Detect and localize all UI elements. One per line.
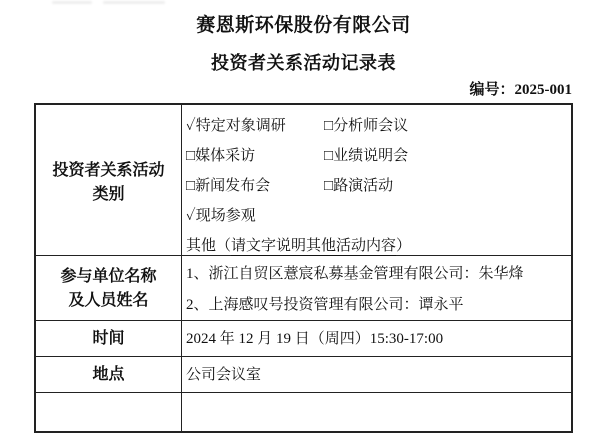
option-label: 特定对象调研 [195, 118, 286, 134]
clipped-text-remnant [52, 1, 92, 4]
time-value: 2024 年 12 月 19 日（周四）15:30-17:00 [186, 330, 444, 347]
activity-type-options [182, 105, 571, 261]
checkbox-icon: □ [186, 148, 196, 164]
option-label: 业绩说明会 [333, 148, 409, 164]
empty-cell [182, 393, 571, 433]
checkbox-option [186, 111, 324, 141]
option-label: 现场参观 [195, 208, 256, 224]
option-label: 路演活动 [333, 178, 394, 194]
form-title: 投资者关系活动记录表 [211, 53, 396, 73]
checkbox-option [186, 201, 324, 231]
other-prefix: 其他（ [186, 238, 232, 254]
option-label: 新闻发布会 [195, 178, 271, 194]
participants-list [182, 256, 571, 321]
table-row-activity-type [36, 105, 571, 256]
doc-number: 编号：2025-001 [469, 82, 572, 98]
other-suffix: ） [396, 238, 412, 254]
company-name-title: 赛恩斯环保股份有限公司 [196, 15, 411, 36]
table-row-participants [36, 256, 571, 321]
time-value-cell [182, 321, 571, 356]
participant-item: 2、上海感叹号投资管理有限公司：谭永平 [186, 297, 464, 313]
participant-item: 1、浙江自贸区薏宸私募基金管理有限公司：朱华烽 [186, 266, 524, 282]
table-row-location [36, 357, 571, 393]
checkbox-icon: □ [324, 118, 334, 134]
checkbox-icon: □ [186, 178, 196, 194]
row-header-line: 及人员姓名 [68, 291, 149, 309]
table-row-time [36, 321, 571, 357]
checkmark-icon: ✓ [186, 208, 196, 224]
other-underlined-hint: 请文字说明其他活动内容 [231, 238, 397, 254]
row-header-participants [36, 256, 182, 321]
checkbox-option [186, 171, 324, 201]
option-label: 分析师会议 [333, 118, 409, 134]
checkmark-icon: ✓ [186, 118, 196, 134]
checkbox-option [324, 141, 408, 171]
option-label: 媒体采访 [195, 148, 256, 164]
row-header-empty [36, 393, 182, 433]
option-line [186, 111, 571, 141]
table-row-clipped [36, 393, 571, 433]
row-header-time: 时间 [36, 321, 182, 356]
row-header-location: 地点 [36, 357, 182, 392]
location-value: 公司会议室 [186, 366, 262, 383]
checkbox-option [324, 111, 408, 141]
option-line [186, 141, 571, 171]
row-header-line: 投资者关系活动 [52, 162, 165, 179]
record-table [34, 103, 573, 433]
clipped-text-remnant [103, 1, 165, 4]
checkbox-icon: □ [324, 178, 334, 194]
location-value-cell [182, 357, 571, 392]
row-header-line: 类别 [92, 186, 125, 203]
checkbox-option [324, 171, 393, 201]
checkbox-option [186, 141, 324, 171]
row-header-activity-type [36, 105, 182, 261]
option-line [186, 171, 571, 201]
row-header-line: 参与单位名称 [60, 267, 157, 285]
option-line [186, 201, 571, 231]
checkbox-icon: □ [324, 148, 334, 164]
